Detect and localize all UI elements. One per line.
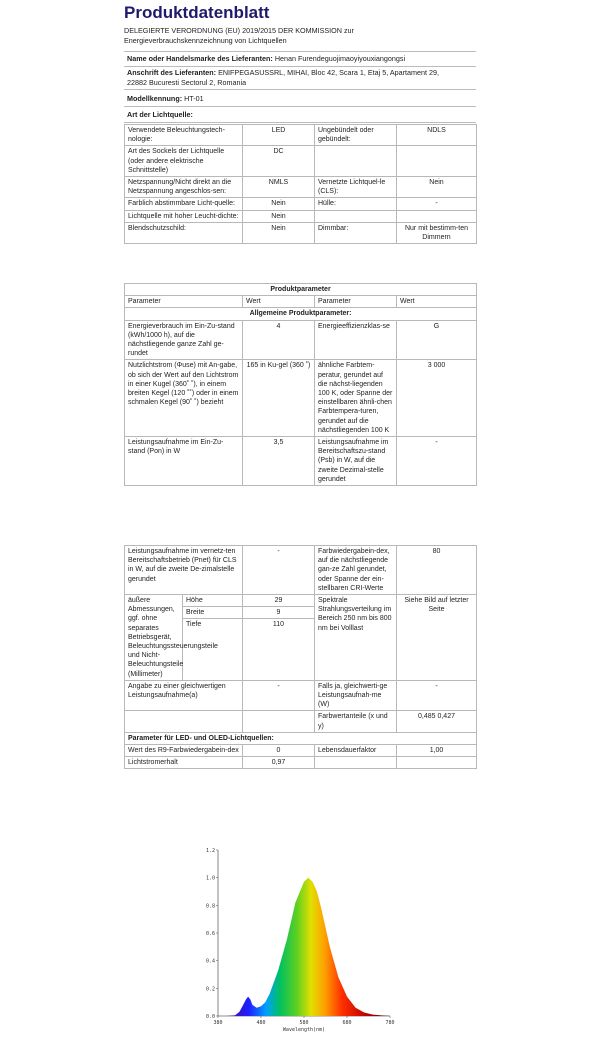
x-tick-label: 780 — [385, 1020, 394, 1026]
t3-cell: Leistungsaufnahme im vernetz-ten Bereitschaftsbetrieb (Pnet) für CLS in W, auf die zweite De-zimalstelle gerundet — [125, 546, 243, 595]
x-tick-label: 680 — [342, 1020, 351, 1026]
t1-cell: Verwendete Beleuchtungstech-nologie: — [125, 125, 243, 146]
supplier-address-label: Anschrift des Lieferanten: — [127, 68, 216, 77]
t1-cell: Ungebündelt oder gebündelt: — [315, 125, 397, 146]
y-tick-label: 0.8 — [206, 903, 215, 909]
t4-cell: - — [397, 680, 477, 711]
dim-depth-label: Tiefe — [183, 619, 242, 630]
t2-cell: Leistungsaufnahme im Bereitschaftszu-stand (Psb) in W, auf die zweite Dezimal-stelle gerundet — [315, 437, 397, 486]
t1-cell: LED — [243, 125, 315, 146]
t2-cell: ähnliche Farbtem-peratur, gerundet auf die nächst-liegenden 100 K, oder Spanne der einstellbaren ähnli-chen Farbtempera-turen, gerundet auf die nächstliegenden 100 K — [315, 360, 397, 437]
t5-cell: 0,97 — [243, 757, 315, 769]
t1-cell: Nein — [243, 198, 315, 210]
t2-cell: Energieverbrauch im Ein-Zu-stand (kWh/1000 h), auf die nächstliegende ganze Zahl ge-rundet — [125, 320, 243, 360]
t1-row — [125, 177, 477, 198]
t2-cell: - — [397, 437, 477, 486]
t1-cell: Netzspannung/Nicht direkt an die Netzspannung angeschlos-sen: — [125, 177, 243, 198]
dim-height-value: 29 — [243, 595, 314, 607]
dim-width-label: Breite — [183, 607, 242, 619]
t2-row — [125, 437, 477, 486]
t4-row — [125, 680, 477, 711]
dim-depth-value: 110 — [243, 619, 314, 630]
x-tick-label: 480 — [256, 1020, 265, 1026]
dimensions-cell — [125, 595, 243, 681]
t4-cell — [125, 711, 243, 732]
supplier-address-row — [124, 66, 476, 90]
t1-row — [125, 146, 477, 177]
t1-cell: Hülle: — [315, 198, 397, 210]
t1-row — [125, 125, 477, 146]
t1-cell — [397, 146, 477, 177]
general-parameters-heading: Allgemeine Produktparameter: — [125, 308, 477, 320]
t1-cell — [315, 146, 397, 177]
t1-cell: Nein — [397, 177, 477, 198]
t2-cell: 4 — [243, 320, 315, 360]
spectrum-area — [218, 878, 390, 1016]
t4-cell — [243, 711, 315, 732]
t1-cell: NDLS — [397, 125, 477, 146]
dim-height-label: Höhe — [183, 595, 242, 607]
supplier-name-value: Henan Furendeguojimaoyiyouxiangongsi — [275, 54, 405, 63]
t1-cell: NMLS — [243, 177, 315, 198]
param-header-4: Wert — [397, 296, 477, 308]
t1-cell: Vernetzte Lichtquel-le (CLS): — [315, 177, 397, 198]
model-label: Modellkennung: — [127, 94, 182, 103]
supplier-name-label: Name oder Handelsmarke des Lieferanten: — [127, 54, 273, 63]
product-parameters-table — [124, 283, 477, 486]
t2-cell: G — [397, 320, 477, 360]
t2-cell: Nutzlichtstrom (Φuse) mit An-gabe, ob sich der Wert auf den Lichtstrom in einer Kugel (360˚ ˚), in einem breiten Kegel (120 ˚˚) oder in einem schmalen Kegel (90˚ ˚) bezieht — [125, 360, 243, 437]
t1-cell: Lichtquelle mit hoher Leucht-dichte: — [125, 210, 243, 222]
t1-cell — [315, 210, 397, 222]
dimension-values — [243, 595, 315, 681]
dimensions-label: äußere Abmessungen, ggf. ohne separates Betriebsgerät, Beleuchtungssteuerungsteile und Nicht-Beleuchtungsteile (Millimeter) — [125, 595, 183, 680]
spectral-distribution-label: Spektrale Strahlungsverteilung im Bereich 250 nm bis 800 nm bei Volllast — [315, 595, 397, 681]
t2-cell: Energieeffizienzklas-se — [315, 320, 397, 360]
t5-cell: Lichtstromerhalt — [125, 757, 243, 769]
standby-table — [124, 545, 477, 769]
model-row — [124, 92, 476, 107]
x-tick-label: 380 — [213, 1020, 222, 1026]
light-source-type-row — [124, 108, 476, 123]
dimensions-row — [125, 595, 477, 681]
t5-cell — [397, 757, 477, 769]
supplier-address-value: ENIFPEGASUSSRL, MIHAI, Bloc 42, Scara 1, Etaj 5, Apartament 29, — [218, 68, 439, 77]
y-tick-label: 1.2 — [206, 848, 215, 854]
t5-cell: 0 — [243, 745, 315, 757]
t2-row — [125, 320, 477, 360]
t1-row — [125, 222, 477, 243]
subtitle — [124, 26, 474, 46]
model-value: HT-01 — [184, 94, 204, 103]
y-tick-label: 0.4 — [206, 959, 215, 965]
t2-cell: 3 000 — [397, 360, 477, 437]
spectrum-chart-svg — [200, 846, 400, 1036]
t3-row — [125, 546, 477, 595]
param-header-2: Wert — [243, 296, 315, 308]
t1-row — [125, 198, 477, 210]
t3-cell: Farbwiedergabein-dex, auf die nächstliegende gan-ze Zahl gerundet, oder Spanne der ein-stellbaren CRI-Werte — [315, 546, 397, 595]
t2-cell: Leistungsaufnahme im Ein-Zu-stand (Pon) in W — [125, 437, 243, 486]
light-source-type-label: Art der Lichtquelle: — [127, 110, 193, 119]
y-tick-label: 1.0 — [206, 876, 215, 882]
t1-row — [125, 210, 477, 222]
t5-row — [125, 745, 477, 757]
t3-cell: 80 — [397, 546, 477, 595]
dimension-names — [183, 595, 242, 680]
t1-cell: Nur mit bestimm-ten Dimmern — [397, 222, 477, 243]
t4-cell: Angabe zu einer gleichwertigen Leistungsaufnahme(a) — [125, 680, 243, 711]
t5-cell — [315, 757, 397, 769]
t1-cell: - — [397, 198, 477, 210]
t5-cell: Wert des R9-Farbwiedergabein-dex — [125, 745, 243, 757]
t2-cell: 165 in Ku-gel (360 ˚) — [243, 360, 315, 437]
supplier-address-value-2: 22882 Bucuresti Sectorul 2, Romania — [127, 78, 246, 87]
x-tick-label: 580 — [299, 1020, 308, 1026]
t4-row — [125, 711, 477, 732]
t3-cell: - — [243, 546, 315, 595]
spectrum-chart — [200, 846, 400, 1036]
t1-cell: Art des Sockels der Lichtquelle (oder andere elektrische Schnittstelle) — [125, 146, 243, 177]
light-source-table — [124, 124, 477, 244]
product-parameters-heading: Produktparameter — [125, 284, 477, 296]
spectral-distribution-value: Siehe Bild auf letzter Seite — [397, 595, 477, 681]
t4-cell: Farbwertanteile (x und y) — [315, 711, 397, 732]
t5-cell: 1,00 — [397, 745, 477, 757]
t1-cell: Dimmbar: — [315, 222, 397, 243]
t1-cell: Blendschutzschild: — [125, 222, 243, 243]
t2-row — [125, 360, 477, 437]
dim-width-value: 9 — [243, 607, 314, 619]
t1-cell: Farblich abstimmbare Licht-quelle: — [125, 198, 243, 210]
t4-cell: - — [243, 680, 315, 711]
t4-cell: Falls ja, gleichwerti-ge Leistungsaufnah-me (W) — [315, 680, 397, 711]
t4-cell: 0,485 0,427 — [397, 711, 477, 732]
t1-cell: DC — [243, 146, 315, 177]
t2-cell: 3,5 — [243, 437, 315, 486]
t5-row — [125, 757, 477, 769]
led-parameters-heading: Parameter für LED- und OLED-Lichtquellen: — [125, 732, 477, 744]
subtitle-line-1: DELEGIERTE VERORDNUNG (EU) 2019/2015 DER KOMMISSION zur — [124, 26, 474, 36]
supplier-name-row — [124, 51, 476, 67]
param-header-3: Parameter — [315, 296, 397, 308]
subtitle-line-2: Energieverbrauchskennzeichnung von Lichtquellen — [124, 36, 474, 46]
x-axis-label: Wavelength(nm) — [283, 1027, 325, 1033]
y-tick-label: 0.2 — [206, 986, 215, 992]
page-title: Produktdatenblatt — [124, 3, 269, 23]
t1-cell — [397, 210, 477, 222]
param-header-1: Parameter — [125, 296, 243, 308]
t1-cell: Nein — [243, 210, 315, 222]
y-tick-label: 0.0 — [206, 1014, 215, 1020]
t5-cell: Lebensdauerfaktor — [315, 745, 397, 757]
t1-cell: Nein — [243, 222, 315, 243]
y-tick-label: 0.6 — [206, 931, 215, 937]
